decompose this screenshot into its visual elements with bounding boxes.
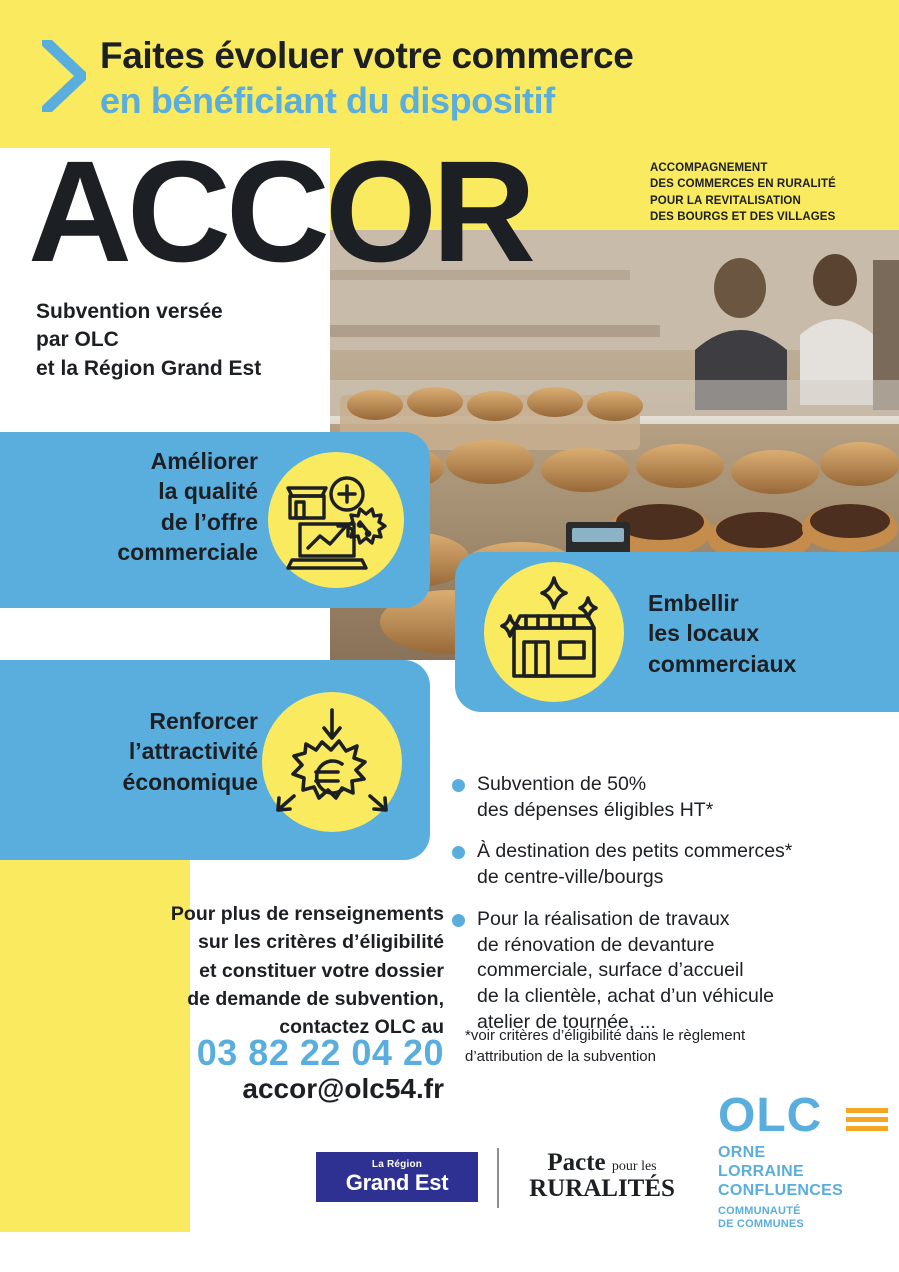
header-line-2: en bénéficiant du dispositif — [100, 79, 555, 121]
contact-line: Pour plus de renseignements — [170, 903, 444, 925]
card-embellir-line: commerciaux — [648, 650, 797, 677]
list-item-line: À destination des petits commerces* — [477, 840, 793, 863]
list-item-line: atelier de tournée, ... — [477, 1010, 656, 1033]
page-title: ACCOR — [28, 131, 531, 292]
card-renforcer-line: économique — [122, 768, 258, 795]
logo-pacte-word: Pacte — [547, 1149, 606, 1176]
logo-olc-name-line: CONFLUENCES — [718, 1181, 844, 1199]
list-item-line: de rénovation de devanture — [477, 933, 715, 956]
footnote-line: *voir critères d’éligibilité dans le règlement — [465, 1027, 746, 1044]
logo-olc-name-line: ORNE — [718, 1144, 766, 1161]
bullet-dot-icon — [452, 914, 465, 927]
list-item — [452, 772, 882, 823]
card-ameliorer-line: de l’offre — [160, 508, 258, 535]
contact-phone[interactable]: 03 82 22 04 20 — [196, 1032, 444, 1073]
list-item-text — [477, 907, 774, 1036]
contact-line: et constituer votre dossier — [199, 959, 444, 982]
logo-region-grand-est — [316, 1152, 478, 1202]
header-text — [100, 34, 880, 122]
euro-arrows-icon — [262, 692, 402, 832]
bullet-dot-icon — [452, 779, 465, 792]
list-item — [452, 907, 882, 1036]
logo-pacte-ruralites — [512, 1150, 692, 1203]
logo-olc-fullname — [718, 1144, 888, 1201]
card-ameliorer-line: Améliorer — [150, 448, 258, 474]
list-item-text — [477, 839, 792, 890]
card-renforcer-line: l’attractivité — [128, 738, 258, 765]
footnote — [465, 1025, 885, 1067]
contact-line: de demande de subvention, — [187, 987, 444, 1010]
subvention-line: et la Région Grand Est — [36, 356, 262, 380]
logo-olc-name-line: LORRAINE — [718, 1162, 804, 1180]
card-ameliorer-label — [28, 446, 258, 567]
list-item-line: de centre-ville/bourgs — [477, 866, 664, 889]
contact-email[interactable]: accor@olc54.fr — [242, 1073, 444, 1104]
logo-region-big-text: Grand Est — [345, 1170, 449, 1195]
logo-olc-subtitle-line: DE COMMUNES — [718, 1218, 804, 1231]
contact-instructions — [104, 900, 444, 1041]
logo-region-small-text: La Région — [371, 1159, 423, 1170]
logo-pacte-line-1 — [512, 1150, 692, 1176]
logo-pacte-line-2: RURALITÉS — [529, 1175, 675, 1203]
subvention-line: Subvention versée — [36, 300, 223, 323]
title-expansion-line: DES COMMERCES EN RURALITÉ — [650, 178, 836, 191]
bullet-dot-icon — [452, 846, 465, 859]
card-ameliorer-line: la qualité — [158, 478, 258, 505]
benefits-list — [452, 772, 882, 1052]
card-embellir-line: les locaux — [648, 620, 760, 647]
card-renforcer-label — [28, 706, 258, 797]
card-ameliorer-line: commerciale — [117, 539, 258, 566]
footer-divider — [497, 1148, 499, 1208]
list-item-line: Subvention de 50% — [477, 773, 647, 795]
list-item-text — [477, 772, 713, 823]
title-expansion-line: POUR LA REVITALISATION — [650, 194, 801, 207]
sparkling-storefront-icon — [484, 562, 624, 702]
logo-pacte-pour: pour les — [611, 1159, 657, 1174]
list-item-line: de la clientèle, achat d’un véhicule — [477, 985, 775, 1008]
shop-growth-chart-icon — [268, 452, 404, 588]
title-expansion — [650, 160, 880, 225]
logo-olc — [718, 1089, 888, 1232]
card-renforcer-line: Renforcer — [149, 708, 258, 734]
list-item — [452, 839, 882, 890]
list-item-line: commerciale, surface d’accueil — [477, 959, 744, 982]
logo-olc-subtitle-line: COMMUNAUTÉ — [718, 1204, 801, 1217]
header-line-1: Faites évoluer votre commerce — [100, 35, 634, 76]
contact-line: sur les critères d’éligibilité — [197, 931, 444, 954]
logo-olc-abbr: OLC — [718, 1089, 823, 1142]
card-embellir-line: Embellir — [648, 590, 739, 616]
list-item-line: des dépenses éligibles HT* — [477, 798, 714, 821]
list-item-line: Pour la réalisation de travaux — [477, 907, 730, 930]
subvention-source-text — [36, 298, 326, 383]
card-embellir-label — [648, 588, 888, 679]
chevron-right-icon — [42, 40, 86, 112]
contact-line: contactez OLC au — [279, 1016, 444, 1039]
subvention-line: par OLC — [36, 328, 119, 352]
title-expansion-line: DES BOURGS ET DES VILLAGES — [650, 210, 836, 223]
footnote-line: d’attribution de la subvention — [465, 1048, 656, 1065]
logo-olc-bars-icon — [846, 1108, 888, 1135]
title-expansion-line: ACCOMPAGNEMENT — [650, 162, 768, 174]
logo-olc-subtitle — [718, 1205, 888, 1233]
